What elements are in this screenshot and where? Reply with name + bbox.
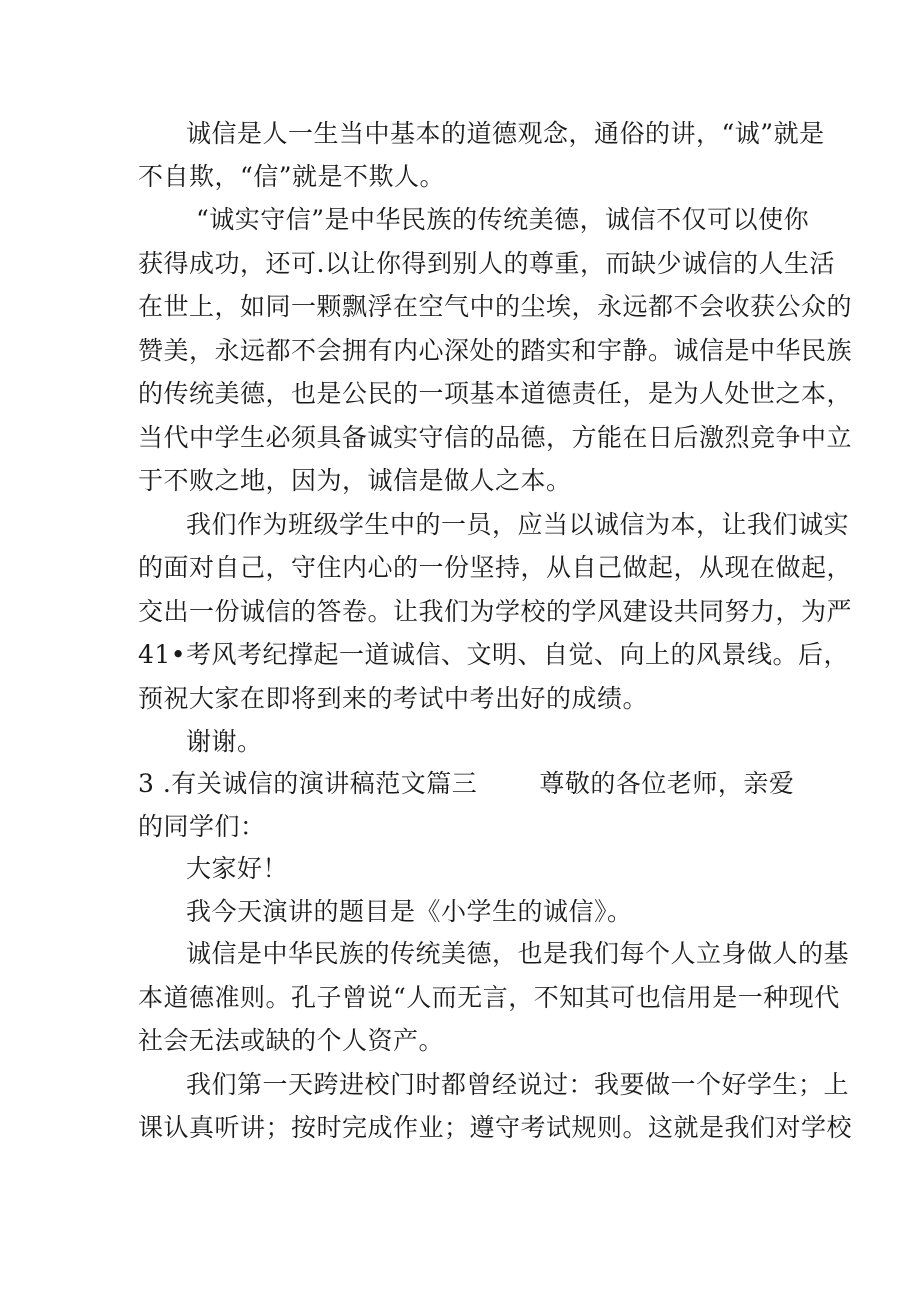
text-line: 交出一份诚信的答卷。让我们为学校的学风建设共同努力，为严 bbox=[138, 597, 853, 626]
text-line: 不自欺，“信”就是不欺人。 bbox=[138, 162, 446, 191]
text-line: 的同学们： bbox=[138, 812, 266, 841]
text-line: 诚信是人一生当中基本的道德观念，通俗的讲，“诚”就是 bbox=[186, 119, 825, 148]
text-line: 诚信是中华民族的传统美德，也是我们每个人立身做人的基 bbox=[186, 939, 850, 968]
text-line: 于不败之地，因为，诚信是做人之本。 bbox=[138, 466, 572, 495]
text-line: 的面对自己，守住内心的一份坚持，从自己做起，从现在做起， bbox=[138, 553, 853, 582]
text-line: 我们作为班级学生中的一员，应当以诚信为本，让我们诚实 bbox=[186, 510, 850, 539]
text-line: 我今天演讲的题目是《小学生的诚信》。 bbox=[186, 897, 633, 926]
text-line: 社会无法或缺的个人资产。 bbox=[138, 1026, 445, 1055]
text-line: 本道德准则。孔子曾说“人而无言，不知其可也信用是一种现代 bbox=[138, 983, 840, 1012]
text-line: “诚实守信”是中华民族的传统美德，诚信不仅可以使你 bbox=[196, 205, 810, 234]
section-title: 3 .有关诚信的演讲稿范文篇三 bbox=[138, 769, 478, 798]
text-line: 在世上，如同一颗飘浮在空气中的尘埃，永远都不会收获公众的 bbox=[138, 292, 853, 321]
text-line: 预祝大家在即将到来的考试中考出好的成绩。 bbox=[138, 684, 649, 713]
text-line: 课认真听讲；按时完成作业；遵守考试规则。这就是我们对学校 bbox=[138, 1113, 853, 1142]
section-heading bbox=[138, 764, 794, 804]
text-line: 谢谢。 bbox=[186, 727, 263, 756]
text-line: 当代中学生必须具备诚实守信的品德，方能在日后激烈竞争中立 bbox=[138, 423, 853, 452]
greeting-start: 尊敬的各位老师，亲爱 bbox=[539, 769, 795, 798]
text-line: 赞美，永远都不会拥有内心深处的踏实和宇静。诚信是中华民族 bbox=[138, 336, 853, 365]
text-line: 我们第一天跨进校门时都曾经说过：我要做一个好学生；上 bbox=[186, 1070, 850, 1099]
text-line: 41•考风考纪撑起一道诚信、文明、自觉、向上的风景线。后， bbox=[138, 640, 850, 669]
text-line: 大家好！ bbox=[186, 854, 289, 883]
text-line: 获得成功，还可.以让你得到别人的尊重，而缺少诚信的人生活 bbox=[138, 249, 835, 278]
text-line: 的传统美德，也是公民的一项基本道德责任，是为人处世之本， bbox=[138, 379, 853, 408]
